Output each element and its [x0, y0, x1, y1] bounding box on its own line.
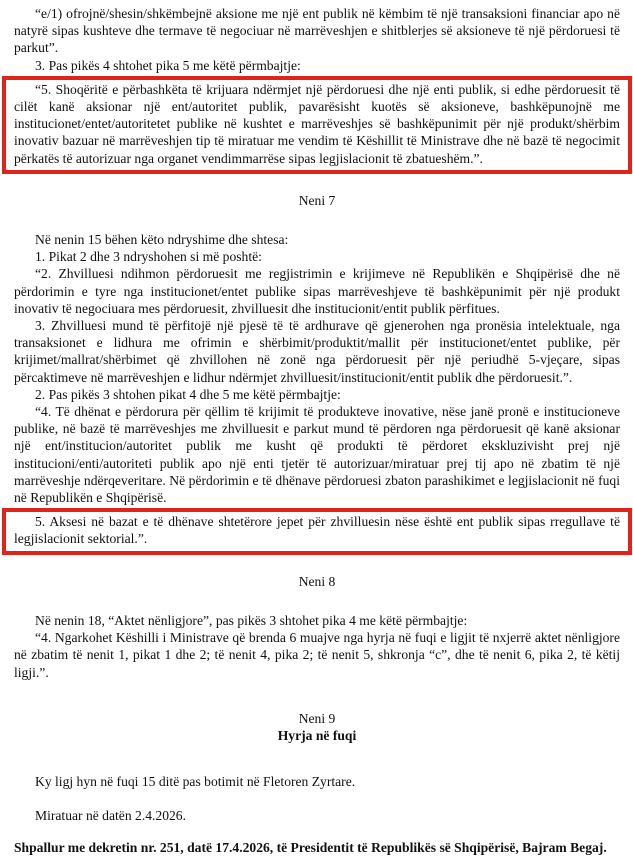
entry-into-force-paragraph: Ky ligj hyn në fuqi 15 ditë pas botimit në Fletoren Zyrtare.	[35, 774, 356, 790]
neni7-item-2: 2. Pas pikës 3 shtohen pikat 4 dhe 5 me këtë përmbajtje:	[35, 386, 341, 402]
decree-line: Shpallur me dekretin nr. 251, datë 17.4.2026, të Presidentit të Republikës së Shqipërisë, Bajram Begaj.	[14, 839, 607, 855]
neni7-point-4: “4. Të dhënat e përdorura për qëllim të krijimit të produkteve inovative, nëse janë pronë e institucioneve publike, në bazë të marrëveshjes me zhvilluesit e parkut mund të përdoren nga përdoruesit që kanë aksionar një ent/institucion/autoritet publik me kusht që produkti të përdoret ekskluzivisht prej një institucioni/enti/autoriteti publik apo një enti tjetër të autorizuar/miratuar prej tij apo në zbatim të një marrëveshje ndërqeveritare. Në përdorimin e të dhënave përdoruesi zbaton parashikimet e legjislacionit në fuqi në Republikën e Shqipërisë.	[14, 404, 620, 506]
heading-neni-8: Neni 8	[298, 573, 336, 589]
paragraph-e1: “e/1) ofrojnë/shesin/shkëmbejnë aksione me një ent publik në këmbim të një transaksioni financiar apo në natyrë sipas kushteve dhe termave të negociuar në marrëveshjen e shitblerjes së aksioneve të një përdoruesi të parkut”.	[14, 6, 620, 56]
neni7-item-1: 1. Pikat 2 dhe 3 ndryshohen si më poshtë:	[35, 249, 262, 265]
subheading-hyrja-ne-fuqi: Hyrja në fuqi	[277, 727, 357, 743]
highlighted-paragraph-2: 5. Aksesi në bazat e të dhënave shtetërore jepet për zhvilluesin nëse është ent publik sipas rregullave të legjislacionit sektorial.”.	[14, 514, 620, 547]
neni7-point-3: 3. Zhvilluesi mund të përfitojë një pjesë të të ardhurave që gjenerohen nga pronësia intelektuale, nga transaksionet e lidhura me ofrimin e shërbimit/produktit/mallit për institucionet/entet publike, për krijimet/mallrat/shërbimet që zhvillohen në zonë nga përdoruesit për një periudhë 5-vjeçare, sipas përcaktimeve në marrëveshjen e lidhur ndërmjet zhvilluesit/institucionit/entit publik dhe përdoruesit.”.	[14, 318, 620, 385]
heading-neni-9: Neni 9	[298, 710, 336, 726]
paragraph-add-pika-5: 3. Pas pikës 4 shtohet pika 5 me këtë përmbajtje:	[35, 57, 301, 73]
heading-neni-7: Neni 7	[298, 192, 336, 208]
highlight-box-1	[2, 76, 632, 174]
neni8-point-4: “4. Ngarkohet Këshilli i Ministrave që brenda 6 muajve nga hyrja në fuqi e ligjit të nxjerrë aktet nënligjore në zbatim të nenit 1, pikat 1 dhe 2; të nenit 4, pika 2; të nenit 5, shkronja “c”, dhe të nenit 6, pika 2, të këtij ligji.”.	[14, 630, 620, 680]
neni7-intro: Në nenin 15 bëhen këto ndryshime dhe shtesa:	[35, 232, 289, 248]
neni8-intro: Në nenin 18, “Aktet nënligjore”, pas pikës 3 shtohet pika 4 me këtë përmbajtje:	[35, 612, 468, 628]
highlighted-paragraph-1: “5. Shoqëritë e përbashkëta të krijuara ndërmjet një përdoruesi dhe një enti publik, si edhe përdoruesit të cilët kanë aksionar një ent/autoritet publik, pavarësisht kuotës së aksioneve, bashkëpunojnë me institucionet/entet/autoritetet publike në kushtet e marrëveshjes së bashkëpunimit për një produkt/shërbim inovativ bazuar në marrëveshjen tip të miratuar me vendim të Këshillit të Ministrave dhe në bazë të negocimit përkatës të autorizuar nga organet vendimmarrëse sipas legjislacionit të zbatueshëm.”.	[14, 81, 620, 166]
neni7-point-2: “2. Zhvilluesi ndihmon përdoruesit me regjistrimin e krijimeve në Republikën e Shqipërisë dhe në përdorimin e tyre nga institucionet/entet publike sipas marrëveshjeve të bashkëpunimit për një produkt inovativ të negociuara mes përdoruesit, zhvilluesit dhe institucionit/entit publik përfitues.	[14, 266, 620, 316]
approval-date-line: Miratuar në datën 2.4.2026.	[35, 808, 186, 824]
highlight-box-2	[2, 508, 632, 554]
